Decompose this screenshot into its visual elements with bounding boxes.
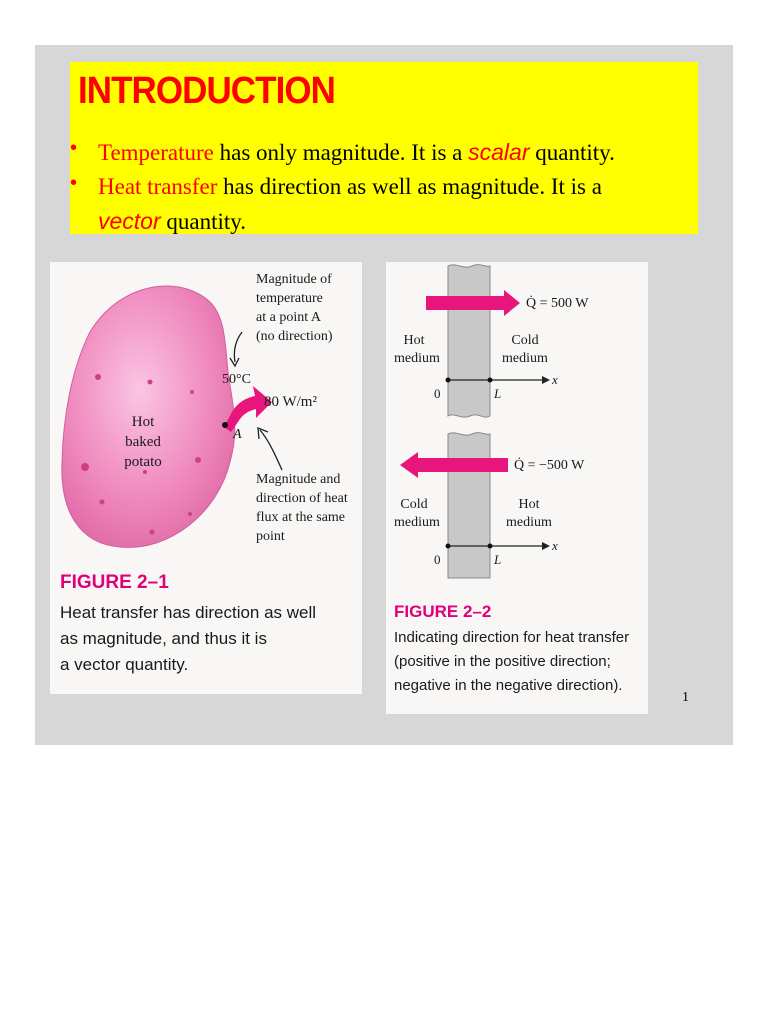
axis-x: x	[552, 538, 558, 553]
bullet-highlight: Heat transfer	[98, 174, 218, 199]
slide-title: INTRODUCTION	[78, 70, 335, 112]
figure-2-2	[386, 262, 648, 714]
caption-line: negative in the negative direction).	[394, 677, 623, 694]
object-label: Hot	[131, 414, 155, 430]
medium-label: Cold	[400, 497, 428, 512]
bullet-emphasis: vector	[98, 208, 161, 234]
heat-rate-positive: Q̇ = 500 W	[526, 296, 589, 311]
flux-label: 80 W/m²	[264, 394, 317, 410]
annotation-line: (no direction)	[256, 329, 333, 344]
bullet-continuation	[98, 206, 246, 237]
medium-label: Hot	[403, 333, 425, 348]
figure-2-1	[50, 262, 362, 694]
bullet-icon: •	[70, 137, 78, 159]
page-number: 1	[682, 690, 689, 705]
annotation-line: Magnitude of	[256, 272, 332, 287]
medium-label: medium	[502, 351, 548, 366]
bullet-highlight: Temperature	[98, 140, 214, 165]
bullet-text-end: quantity.	[160, 209, 247, 234]
bullet-text-end: quantity.	[529, 140, 615, 165]
bullet-text: has only magnitude. It is a	[213, 140, 469, 165]
caption-line: Indicating direction for heat transfer	[394, 629, 630, 646]
bullet-text: has direction as well as magnitude. It is a	[217, 174, 602, 199]
figure-label: FIGURE 2–1	[60, 572, 169, 593]
figure-label: FIGURE 2–2	[394, 602, 492, 621]
axis-L: L	[494, 386, 502, 401]
bullet-icon: •	[70, 172, 78, 194]
bullet-emphasis: scalar	[468, 139, 530, 165]
heat-rate-negative: Q̇ = −500 W	[514, 458, 585, 473]
axis-L: L	[494, 552, 502, 567]
medium-label: medium	[394, 351, 440, 366]
annotation-line: flux at the same	[256, 510, 346, 525]
annotation-line: point	[256, 529, 285, 544]
caption-line: as magnitude, and thus it is	[60, 629, 267, 648]
object-label: baked	[125, 434, 161, 450]
annotation-line: Magnitude and	[256, 472, 341, 487]
annotation-line: at a point A	[256, 310, 321, 325]
caption-line: Heat transfer has direction as well	[60, 603, 317, 622]
caption-line: (positive in the positive direction;	[394, 653, 611, 670]
point-label: A	[233, 427, 242, 442]
medium-label: Cold	[511, 333, 539, 348]
medium-label: medium	[394, 515, 440, 530]
annotation-line: temperature	[256, 291, 323, 306]
medium-label: medium	[506, 515, 552, 530]
axis-zero: 0	[434, 552, 441, 567]
object-label: potato	[124, 454, 162, 470]
temperature-label: 50°C	[222, 372, 251, 387]
axis-zero: 0	[434, 386, 441, 401]
caption-line: a vector quantity.	[60, 655, 189, 674]
annotation-line: direction of heat	[256, 491, 348, 506]
medium-label: Hot	[518, 497, 540, 512]
axis-x: x	[552, 372, 558, 387]
